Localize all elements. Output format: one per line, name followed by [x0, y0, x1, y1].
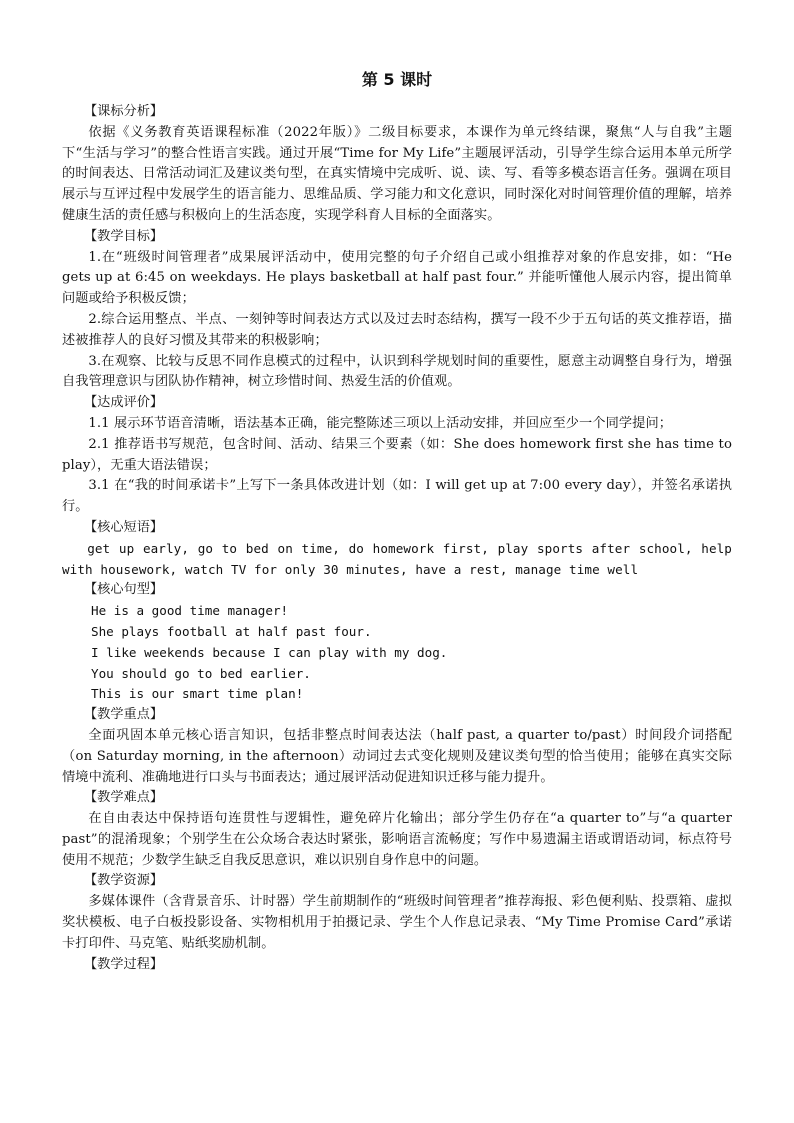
section-heading-teaching-goals: 【教学目标】: [84, 228, 164, 244]
assessment-item: 2.1 推荐语书写规范，包含时间、活动、结果三个要素（如：She does homework first she has time to play），无重大语法错误；: [62, 436, 732, 473]
key-sentence: You should go to bed earlier.: [91, 665, 311, 681]
section-heading-resources: 【教学资源】: [84, 873, 164, 889]
teaching-goal-item: 2.综合运用整点、半点、一刻钟等时间表达方式以及过去时态结构，撰写一段不少于五句话的英文推荐语，描述被推荐人的良好习惯及其带来的积极影响；: [62, 311, 732, 348]
teaching-goal-item: 1.在“班级时间管理者”成果展评活动中，使用完整的句子介绍自己或小组推荐对象的作息安排，如：“He gets up at 6:45 on weekdays. He plays basketball at half past four.” 并能听懂他人展示内容，提出简单问题或给予积极反馈；: [62, 249, 732, 307]
section-heading-assessment: 【达成评价】: [84, 395, 164, 411]
section-heading-process: 【教学过程】: [84, 956, 164, 972]
resources-text: 多媒体课件（含背景音乐、计时器）学生前期制作的“班级时间管理者”推荐海报、彩色便利贴、投票箱、虚拟奖状模板、电子白板投影设备、实物相机用于拍摄记录、学生个人作息记录表、“My Time Promise Card”承诺卡打印件、马克笔、贴纸奖励机制。: [62, 894, 732, 951]
section-heading-key-phrases: 【核心短语】: [84, 519, 164, 535]
assessment-item: 3.1 在“我的时间承诺卡”上写下一条具体改进计划（如：I will get up at 7:00 every day），并签名承诺执行。: [62, 478, 732, 515]
key-phrases-text: get up early, go to bed on time, do homework first, play sports after school, help with housework, watch TV for only 30 minutes, have a rest, manage time well: [62, 540, 732, 577]
key-sentence: I like weekends because I can play with my dog.: [91, 644, 448, 660]
curriculum-analysis-text: 依据《义务教育英语课程标准（2022年版）》二级目标要求，本课作为单元终结课，聚焦“人与自我”主题下“生活与学习”的整合性语言实践。通过开展“Time for My Life”主题展评活动，引导学生综合运用本单元所学的时间表达、日常活动词汇及建议类句型，在真实情境中完成听、说、读、写、看等多模态语言任务。强调在项目展示与互评过程中发展学生的语言能力、思维品质、学习能力和文化意识，同时深化对时间管理价值的理解，培养健康生活的责任感与积极向上的生活态度，实现学科育人目标的全面落实。: [62, 124, 732, 223]
section-heading-difficulties: 【教学难点】: [84, 790, 164, 806]
assessment-item: 1.1 展示环节语音清晰，语法基本正确，能完整陈述三项以上活动安排，并回应至少一个同学提问；: [88, 415, 673, 431]
key-sentence: This is our smart time plan!: [91, 686, 304, 702]
key-points-text: 全面巩固本单元核心语言知识，包括非整点时间表达法（half past, a quarter to/past）时间段介词搭配（on Saturday morning, in the afternoon）动词过去式变化规则及建议类句型的恰当使用；能够在真实交际情境中流利、准确地进行口头与书面表达；通过展评活动促进知识迁移与能力提升。: [62, 727, 732, 785]
section-heading-key-sentences: 【核心句型】: [84, 582, 164, 598]
section-heading-curriculum-analysis: 【课标分析】: [84, 104, 164, 119]
difficulties-text: 在自由表达中保持语句连贯性与逻辑性，避免碎片化输出；部分学生仍存在“a quarter to”与“a quarter past”的混淆现象；个别学生在公众场合表达时紧张，影响语言流畅度；写作中易遗漏主语或谓语动词，标点符号使用不规范；少数学生缺乏自我反思意识，难以识别自身作息中的问题。: [62, 811, 732, 868]
key-sentence: She plays football at half past four.: [91, 623, 372, 639]
page-title: 第 5 课时: [361, 70, 433, 89]
section-heading-key-points: 【教学重点】: [84, 707, 164, 723]
teaching-goal-item: 3.在观察、比较与反思不同作息模式的过程中，认识到科学规划时间的重要性，愿意主动调整自身行为，增强自我管理意识与团队协作精神，树立珍惜时间、热爱生活的价值观。: [62, 353, 732, 390]
key-sentence: He is a good time manager!: [91, 603, 289, 619]
